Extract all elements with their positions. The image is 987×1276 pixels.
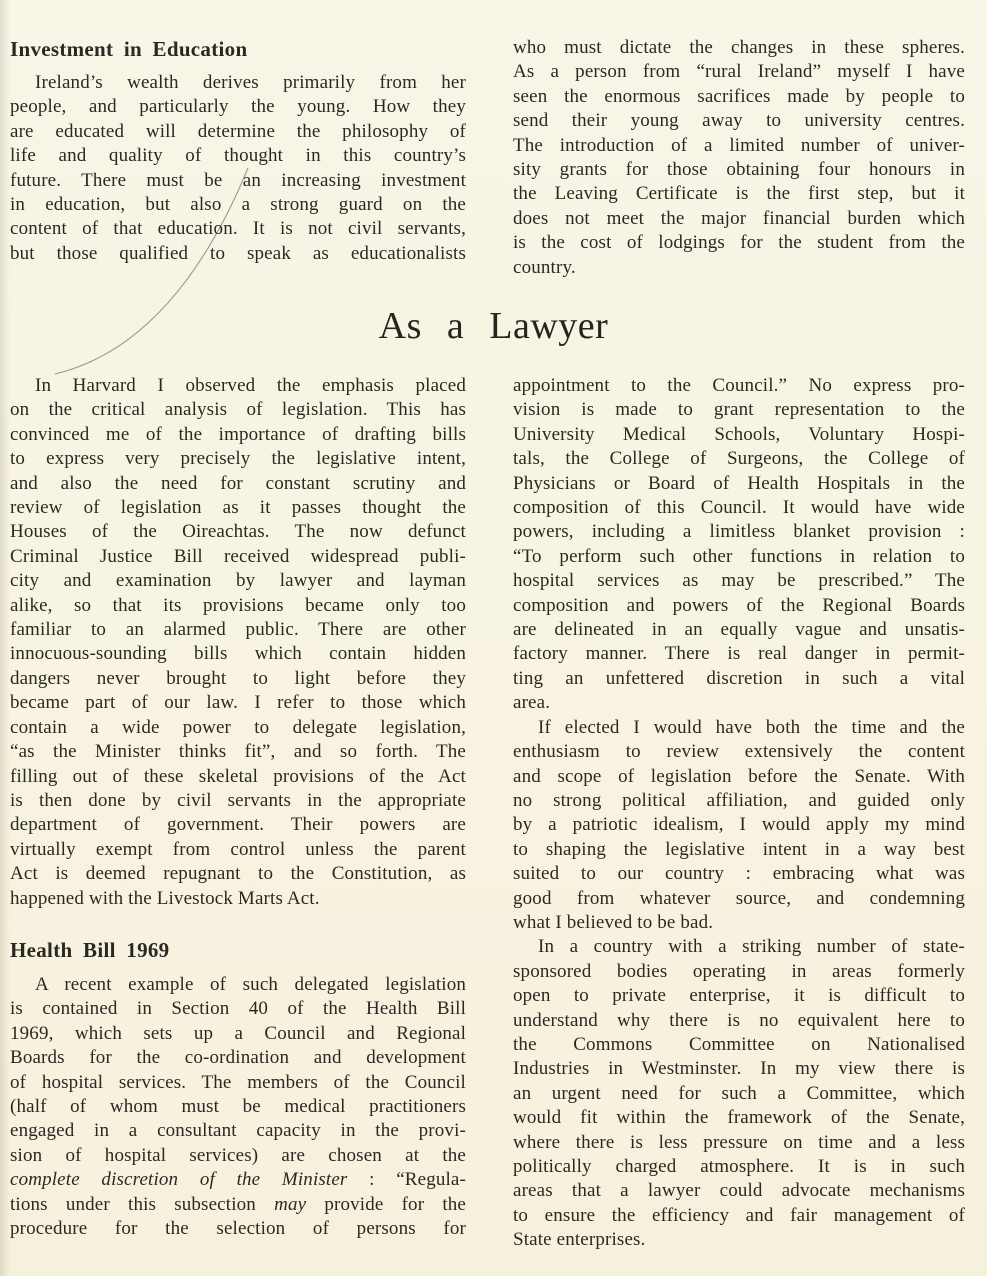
text-line: 1969, which sets up a Council and Regional [10, 1022, 466, 1044]
text-line: Physicians or Board of Health Hospitals in the [513, 472, 965, 494]
text-line: (half of whom must be medical practitioners [10, 1095, 466, 1117]
paragraph [513, 935, 965, 1252]
text-line: who must dictate the changes in these spheres. [513, 37, 965, 58]
health-bill-paragraphs [10, 973, 466, 1241]
text-line: ting an unfettered discretion in such a vital [513, 667, 965, 689]
text-line: The introduction of a limited number of univer- [513, 134, 965, 156]
italic-text-segment: complete discretion of the Minister [10, 1169, 348, 1191]
paragraph [10, 71, 466, 266]
text-line: happened with the Livestock Marts Act. [10, 887, 320, 909]
investment-continuation-paragraphs [513, 36, 965, 280]
text-line [10, 1193, 466, 1217]
section-heading-investment-in-education: Investment in Education [10, 37, 248, 61]
text-line: virtually exempt from control unless the parent [10, 838, 466, 860]
lawyer-paragraphs-left [10, 374, 466, 911]
text-line: content of that education. It is not civil servants, [10, 218, 466, 240]
text-line: vision is made to grant representation to the [513, 399, 965, 421]
text-line: tals, the College of Surgeons, the College of [513, 448, 965, 470]
text-line: factory manner. There is real danger in permit- [513, 643, 965, 665]
top-section [0, 36, 987, 280]
text-line: appointment to the Council.” No express pro- [513, 375, 965, 396]
text-line: does not meet the major financial burden which [513, 207, 965, 229]
text-line: State enterprises. [513, 1229, 646, 1251]
text-line: are delineated in an equally vague and unsatis- [513, 619, 965, 641]
text-line: in education, but also a strong guard on the [10, 194, 466, 216]
text-line: sponsored bodies operating in areas formerly [513, 960, 965, 982]
section-heading-health-bill-1969: Health Bill 1969 [10, 937, 170, 962]
text-line: area. [513, 692, 551, 714]
text-line: open to private enterprise, it is difficult to [513, 985, 965, 1007]
text-line: by a patriotic idealism, I would apply my mind [513, 814, 965, 836]
text-line: Industries in Westminster. In my view there is [513, 1058, 965, 1080]
text-line: on the critical analysis of legislation. This has [10, 399, 466, 421]
text-line: Boards for the co-ordination and development [10, 1047, 466, 1069]
text-line: is then done by civil servants in the appropriate [10, 789, 466, 811]
text-line: areas that a lawyer could advocate mechanisms [513, 1180, 965, 1202]
paragraph [513, 716, 965, 936]
text-line: city and examination by lawyer and layman [10, 570, 466, 592]
text-line: to express very precisely the legislative intent, [10, 448, 466, 470]
text-line: dangers never brought to light before they [10, 667, 466, 689]
text-line: understand why there is no equivalent here to [513, 1009, 965, 1031]
text-line: In Harvard I observed the emphasis placed [35, 375, 466, 396]
text-line: sity grants for those obtaining four honours in [513, 159, 965, 181]
text-line: procedure for the selection of persons for [10, 1218, 466, 1239]
paragraph [10, 973, 466, 1241]
text-line: enthusiasm to review extensively the content [513, 741, 965, 763]
text-line: send their young away to university centres. [513, 110, 965, 132]
top-right-column [513, 36, 965, 280]
text-line: where there is less pressure on time and a less [513, 1131, 965, 1153]
text-line: department of government. Their powers are [10, 814, 466, 836]
text-line: convinced me of the importance of drafting bills [10, 423, 466, 445]
text-line: If elected I would have both the time and the [538, 716, 965, 738]
text-line: In a country with a striking number of state- [538, 936, 965, 958]
paragraph [10, 374, 466, 911]
text-line: alike, so that its provisions became only too [10, 594, 466, 616]
text-segment: : “Regula- [347, 1169, 466, 1191]
text-line [10, 1168, 466, 1192]
text-line: hospital services as may be prescribed.” The [513, 570, 965, 592]
text-line: Houses of the Oireachtas. The now defunct [10, 521, 466, 543]
lawyer-paragraphs-right [513, 374, 965, 1253]
text-line: powers, including a limitless blanket provision : [513, 521, 965, 543]
text-line: would fit within the framework of the Senate, [513, 1107, 965, 1129]
main-right-column [513, 374, 965, 1253]
text-line: A recent example of such delegated legislation [35, 973, 466, 995]
top-left-column [10, 36, 466, 280]
text-segment: provide for the [306, 1193, 466, 1215]
page-title: As a Lawyer [378, 305, 609, 347]
paragraph [513, 36, 965, 280]
text-line: Act is deemed repugnant to the Constitution, as [10, 863, 466, 885]
main-left-column [10, 374, 466, 1253]
text-line: Ireland’s wealth derives primarily from her [35, 72, 466, 93]
text-segment: tions under this subsection [10, 1193, 275, 1215]
text-line: As a person from “rural Ireland” myself I have [513, 61, 965, 83]
text-line: no strong political affiliation, and guided only [513, 789, 965, 811]
text-line: suited to our country : embracing what was [513, 863, 965, 885]
text-line: University Medical Schools, Voluntary Hospi- [513, 423, 965, 445]
text-line: composition of this Council. It would have wide [513, 497, 965, 519]
text-line: is the cost of lodgings for the student from the [513, 232, 965, 254]
text-line: seen the enormous sacrifices made by people to [513, 85, 965, 107]
text-line: “To perform such other functions in relation to [513, 545, 965, 567]
text-line: familiar to an alarmed public. There are other [10, 619, 466, 641]
text-line: Criminal Justice Bill received widespread publi- [10, 545, 466, 567]
investment-paragraphs [10, 71, 466, 266]
text-line: innocuous-sounding bills which contain hidden [10, 643, 466, 665]
text-line: “as the Minister thinks fit”, and so forth. The [10, 741, 466, 763]
text-line: people, and particularly the young. How they [10, 96, 466, 118]
italic-text-segment: may [274, 1193, 307, 1215]
text-line: of hospital services. The members of the Council [10, 1071, 466, 1093]
text-line: to ensure the efficiency and fair management of [513, 1204, 965, 1226]
text-line: future. There must be an increasing investment [10, 169, 466, 191]
text-line: life and quality of thought in this country’s [10, 145, 466, 167]
text-line: contain a wide power to delegate legislation, [10, 716, 466, 738]
text-line: politically charged atmosphere. It is in such [513, 1156, 965, 1177]
text-line: is contained in Section 40 of the Health Bill [10, 998, 466, 1020]
text-line: what I believed to be bad. [513, 911, 714, 933]
text-line: good from whatever source, and condemning [513, 887, 965, 909]
text-line: the Leaving Certificate is the first step, but it [513, 183, 965, 205]
text-line: but those qualified to speak as educationalists [10, 242, 466, 264]
text-line: to shaping the legislative intent in a way best [513, 838, 965, 860]
text-line: engaged in a consultant capacity in the provi- [10, 1120, 466, 1142]
paragraph [513, 374, 965, 716]
text-line: sion of hospital services) are chosen at the [10, 1144, 466, 1166]
text-line: the Commons Committee on Nationalised [513, 1033, 965, 1055]
text-line: an urgent need for such a Committee, which [513, 1082, 965, 1104]
text-line: became part of our law. I refer to those which [10, 692, 466, 714]
text-line: composition and powers of the Regional Boards [513, 594, 965, 616]
text-line: review of legislation as it passes thought the [10, 497, 466, 519]
text-line: and also the need for constant scrutiny and [10, 472, 466, 494]
lawyer-section [0, 374, 987, 1253]
text-line: and scope of legislation before the Senate. With [513, 765, 965, 787]
text-line: filling out of these skeletal provisions of the Act [10, 765, 466, 787]
text-line: country. [513, 256, 576, 278]
text-line: are educated will determine the philosophy of [10, 120, 466, 142]
